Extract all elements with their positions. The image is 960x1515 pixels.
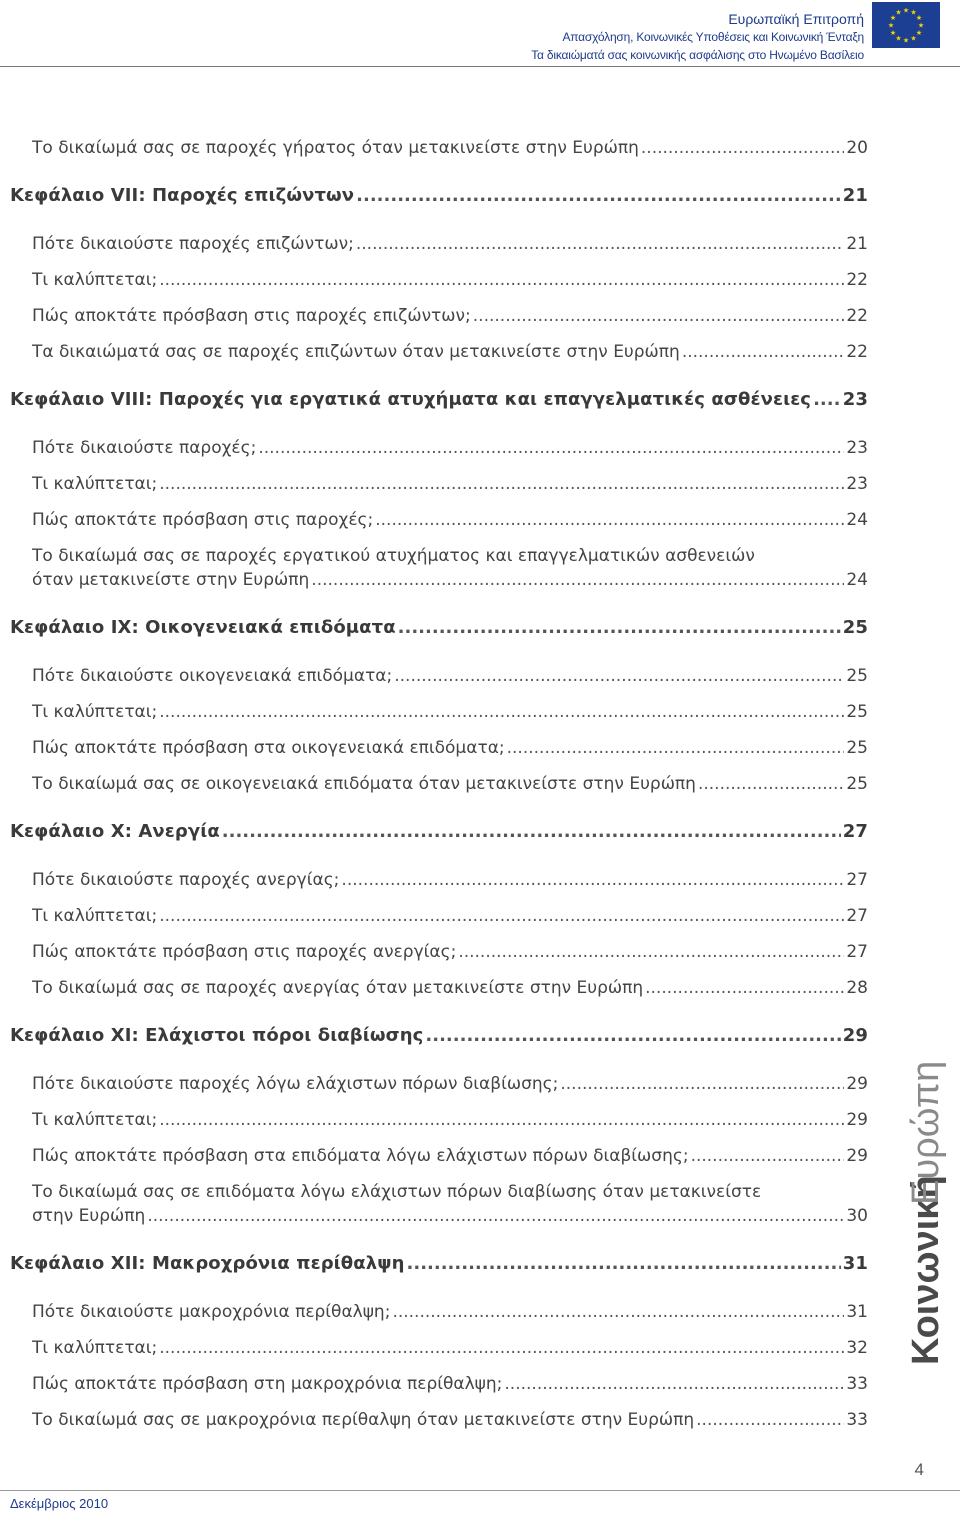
toc-page-number: 33 [846,1410,868,1430]
eu-flag-icon [872,2,940,48]
toc-chapter-entry[interactable] [10,616,868,640]
toc-page-number: 30 [846,1206,868,1226]
toc-section-entry[interactable] [10,772,868,796]
toc-page-number: 33 [846,1374,868,1394]
toc-page-number: 32 [846,1338,868,1358]
toc-dot-leader [682,340,845,364]
toc-dot-leader [159,268,844,292]
toc-section-entry[interactable] [10,436,868,460]
footer-date: Δεκέμβριος 2010 [10,1496,109,1511]
toc-section-entry[interactable] [10,1408,868,1432]
toc-dot-leader [375,508,844,532]
toc-entry-title: Κεφάλαιο VII: Παροχές επιζώντων [10,185,355,206]
toc-section-entry[interactable] [10,904,868,928]
toc-entry-title: Πώς αποκτάτε πρόσβαση στις παροχές; [32,510,374,530]
toc-section-entry[interactable] [10,232,868,256]
toc-page-number: 25 [846,666,868,686]
toc-page-number: 25 [842,617,868,638]
toc-entry-title: Τι καλύπτεται; [32,1338,158,1358]
header-doc-title: Τα δικαιώματά σας κοινωνικής ασφάλισης στο Ηνωμένο Βασίλειο [531,48,864,62]
toc-entry-title: Τι καλύπτεται; [32,1110,158,1130]
toc-section-entry[interactable] [10,1180,868,1228]
toc-dot-leader [222,820,841,844]
toc-dot-leader [159,1108,844,1132]
toc-dot-leader [394,664,844,688]
toc-page-number: 23 [846,438,868,458]
toc-chapter-entry[interactable] [10,184,868,208]
toc-chapter-entry[interactable] [10,1252,868,1276]
star-icon: ★ [889,14,897,22]
toc-page-number: 27 [846,942,868,962]
toc-dot-leader [504,1372,844,1396]
toc-dot-leader [159,904,844,928]
toc-entry-title: Πότε δικαιούστε οικογενειακά επιδόματα; [32,666,393,686]
toc-dot-leader [159,472,844,496]
star-icon: ★ [902,36,910,45]
toc-chapter-entry[interactable] [10,820,868,844]
toc-entry-title: Πώς αποκτάτε πρόσβαση στη μακροχρόνια περίθαλψη; [32,1374,503,1394]
toc-section-entry[interactable] [10,304,868,328]
toc-entry-title: Το δικαίωμά σας σε επιδόματα λόγω ελάχιστων πόρων διαβίωσης όταν μετακινείστε [32,1182,762,1202]
toc-dot-leader [311,568,844,592]
toc-entry-title: Κεφάλαιο IX: Οικογενειακά επιδόματα [10,617,396,638]
toc-dot-leader [258,436,844,460]
toc-page-number: 24 [846,570,868,590]
toc-entry-title: Το δικαίωμά σας σε μακροχρόνια περίθαλψη όταν μετακινείστε στην Ευρώπη [32,1410,695,1430]
toc-entry-title: Τα δικαιώματά σας σε παροχές επιζώντων όταν μετακινείστε στην Ευρώπη [32,342,680,362]
star-icon: ★ [889,29,897,37]
brand-light-text: Ευρώπη [905,1060,947,1205]
toc-dot-leader [407,1252,841,1276]
toc-section-entry[interactable] [10,508,868,532]
toc-dot-leader [645,976,844,1000]
toc-section-entry[interactable] [10,868,868,892]
toc-section-entry[interactable] [10,700,868,724]
toc-entry-title: Πώς αποκτάτε πρόσβαση στις παροχές ανεργίας; [32,942,457,962]
brand-bold-text: Κοινωνική [905,1175,947,1365]
toc-page-number: 31 [846,1302,868,1322]
toc-page-number: 28 [846,978,868,998]
header-divider [0,66,960,67]
toc-page-number: 25 [846,774,868,794]
toc-page-number: 22 [846,306,868,326]
toc-section-entry[interactable] [10,1072,868,1096]
toc-page-number: 27 [846,906,868,926]
toc-section-entry[interactable] [10,976,868,1000]
star-icon: ★ [917,21,925,30]
toc-entry-title: Τι καλύπτεται; [32,906,158,926]
toc-entry-title-continued: στην Ευρώπη [32,1206,146,1226]
toc-section-entry[interactable] [10,1372,868,1396]
toc-dot-leader [641,136,844,160]
toc-dot-leader [696,1408,844,1432]
toc-dot-leader [458,940,844,964]
toc-dot-leader [691,1144,845,1168]
toc-entry-title: Κεφάλαιο XI: Ελάχιστοι πόροι διαβίωσης [10,1025,424,1046]
toc-entry-title: Πότε δικαιούστε παροχές επιζώντων; [32,234,354,254]
social-europe-logo [900,1040,960,1370]
toc-page-number: 25 [846,738,868,758]
toc-entry-title: Πότε δικαιούστε μακροχρόνια περίθαλψη; [32,1302,391,1322]
toc-chapter-entry[interactable] [10,388,868,412]
toc-page-number: 29 [846,1074,868,1094]
toc-entry-title: Το δικαίωμά σας σε παροχές εργατικού ατυχήματος και επαγγελματικών ασθενειών [32,546,755,566]
toc-entry-title: Πότε δικαιούστε παροχές ανεργίας; [32,870,340,890]
header-org: Ευρωπαϊκή Επιτροπή [728,11,864,27]
toc-entry-title: Πότε δικαιούστε παροχές; [32,438,257,458]
toc-dot-leader [507,736,845,760]
toc-page-number: 21 [842,185,868,206]
star-icon: ★ [895,8,902,17]
toc-section-entry[interactable] [10,1336,868,1360]
toc-section-entry[interactable] [10,472,868,496]
header-dg: Απασχόληση, Κοινωνικές Υποθέσεις και Κοινωνική Ένταξη [562,30,864,44]
toc-page-number: 29 [846,1110,868,1130]
toc-page-number: 21 [846,234,868,254]
footer-divider [0,1490,960,1491]
toc-entry-title: Τι καλύπτεται; [32,702,158,722]
toc-entry-title: Τι καλύπτεται; [32,270,158,290]
toc-page-number: 24 [846,510,868,530]
star-icon: ★ [915,29,923,37]
star-icon: ★ [910,34,917,43]
toc-dot-leader [159,1336,844,1360]
star-icon: ★ [910,8,917,17]
toc-page-number: 29 [846,1146,868,1166]
toc-section-entry[interactable] [10,1144,868,1168]
toc-page-number: 20 [846,138,868,158]
toc-entry-title: Τι καλύπτεται; [32,474,158,494]
star-icon: ★ [902,6,910,15]
toc-page-number: 23 [846,474,868,494]
toc-entry-title: Το δικαίωμά σας σε παροχές ανεργίας όταν μετακινείστε στην Ευρώπη [32,978,644,998]
toc-page-number: 27 [846,870,868,890]
toc-dot-leader [147,1204,844,1228]
toc-dot-leader [425,1024,840,1048]
page-header [0,0,960,68]
toc-entry-title: Πότε δικαιούστε παροχές λόγω ελάχιστων πόρων διαβίωσης; [32,1074,559,1094]
toc-dot-leader [560,1072,844,1096]
toc-dot-leader [356,184,841,208]
toc-section-entry[interactable] [10,136,868,160]
star-icon: ★ [915,14,923,22]
toc-entry-title: Πώς αποκτάτε πρόσβαση στις παροχές επιζώντων; [32,306,471,326]
toc-page-number: 29 [842,1025,868,1046]
toc-page-number: 22 [846,270,868,290]
toc-page-number: 23 [842,389,868,410]
toc-section-entry[interactable] [10,664,868,688]
toc-entry-title: Πώς αποκτάτε πρόσβαση στα οικογενειακά επιδόματα; [32,738,505,758]
toc-entry-title-continued: όταν μετακινείστε στην Ευρώπη [32,570,310,590]
toc-dot-leader [813,388,841,412]
toc-dot-leader [341,868,844,892]
header-text [531,10,864,64]
toc-dot-leader [356,232,845,256]
toc-section-entry[interactable] [10,736,868,760]
toc-dot-leader [473,304,845,328]
star-icon: ★ [887,21,895,30]
toc-page-number: 25 [846,702,868,722]
toc-section-entry[interactable] [10,940,868,964]
toc-entry-title: Κεφάλαιο VIII: Παροχές για εργατικά ατυχήματα και επαγγελματικές ασθένειες [10,389,812,410]
toc-entry-title: Κεφάλαιο XII: Μακροχρόνια περίθαλψη [10,1253,405,1274]
toc-entry-title: Το δικαίωμά σας σε παροχές γήρατος όταν μετακινείστε στην Ευρώπη [32,138,639,158]
toc-section-entry[interactable] [10,268,868,292]
toc-section-entry[interactable] [10,1108,868,1132]
toc-dot-leader [698,772,844,796]
eu-stars-icon [872,2,940,48]
toc-dot-leader [392,1300,844,1324]
toc-section-entry[interactable] [10,340,868,364]
toc-entry-title: Πώς αποκτάτε πρόσβαση στα επιδόματα λόγω ελάχιστων πόρων διαβίωσης; [32,1146,689,1166]
page-number: 4 [914,1460,924,1479]
star-icon: ★ [895,34,902,43]
toc-section-entry[interactable] [10,544,868,592]
toc-page-number: 31 [842,1253,868,1274]
toc-dot-leader [398,616,841,640]
toc-entry-title: Το δικαίωμά σας σε οικογενειακά επιδόματα όταν μετακινείστε στην Ευρώπη [32,774,696,794]
toc-dot-leader [159,700,844,724]
toc-page-number: 27 [842,821,868,842]
toc-section-entry[interactable] [10,1300,868,1324]
toc-chapter-entry[interactable] [10,1024,868,1048]
toc-entry-title: Κεφάλαιο X: Ανεργία [10,821,220,842]
toc-page-number: 22 [846,342,868,362]
